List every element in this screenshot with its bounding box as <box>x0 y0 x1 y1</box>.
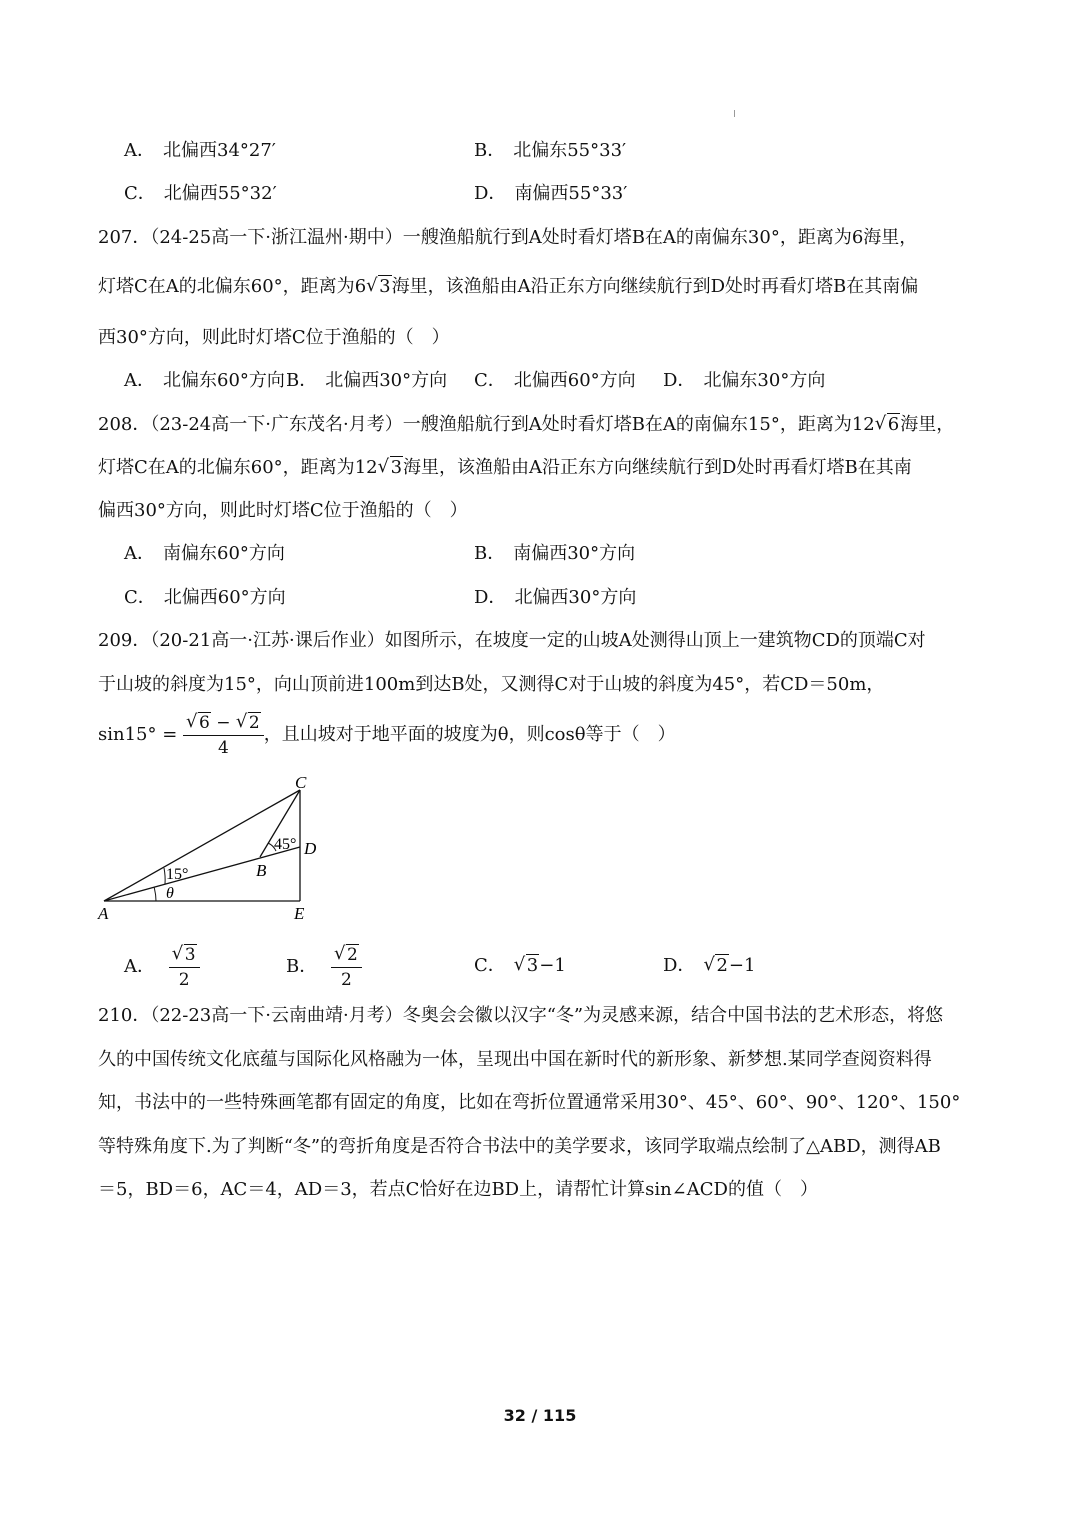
option-label: C． <box>124 183 156 204</box>
option-label: D． <box>474 183 507 204</box>
slope-triangle-figure <box>92 770 332 922</box>
segment-ac <box>104 790 300 901</box>
label-angle-15: 15° <box>166 866 189 883</box>
question-text: 海里，该渔船由A沿正东方向继续航行到D处时再看灯塔B在其南偏 <box>391 276 919 297</box>
option-label: C． <box>474 955 506 976</box>
option-text: 北偏西55°32′ <box>163 183 277 204</box>
option-text: 南偏西55°33′ <box>514 183 628 204</box>
question-text: 西30°方向，则此时灯塔C位于渔船的（ ） <box>98 327 450 348</box>
radicand: 6 <box>887 414 900 435</box>
sqrt-expression: √ 3 <box>377 456 403 478</box>
option-text: 北偏西60°方向 <box>513 370 636 391</box>
question-number: 209． <box>98 630 151 651</box>
segment-ad <box>104 847 300 901</box>
q209-line-2 <box>98 672 884 698</box>
radicand: 3 <box>390 457 403 478</box>
q206-option-d[interactable] <box>474 181 627 207</box>
q208-option-b[interactable] <box>474 541 635 567</box>
question-source: （24-25高一下·浙江温州·期中） <box>150 227 403 248</box>
option-fraction: √ 3 2 <box>169 943 200 992</box>
q207-option-a[interactable] <box>124 368 285 394</box>
option-label: A． <box>124 140 155 161</box>
formula-fraction <box>183 711 264 760</box>
option-fraction: √ 2 2 <box>331 943 362 992</box>
formula-lhs: sin15° = <box>98 724 178 745</box>
q209-option-c[interactable]: C． √ 3−1 <box>474 954 566 976</box>
option-label: C． <box>474 370 506 391</box>
radicand: 2 <box>248 712 260 733</box>
q208-option-c[interactable] <box>124 585 286 611</box>
fraction-denominator: 2 <box>340 969 352 990</box>
radicand: 3 <box>184 944 196 965</box>
q208-option-a[interactable] <box>124 541 285 567</box>
question-text: 等特殊角度下.为了判断“冬”的弯折角度是否符合书法中的美学要求，该同学取端点绘制了△ABD，测得AB <box>98 1136 941 1157</box>
q207-line-1 <box>98 225 917 251</box>
label-e: E <box>294 904 305 922</box>
option-label: D． <box>663 955 696 976</box>
q208-line-3 <box>98 498 468 524</box>
question-text: 偏西30°方向，则此时灯塔C位于渔船的（ ） <box>98 500 468 521</box>
radicand: 6 <box>199 712 210 733</box>
question-text: 一艘渔船航行到A处时看灯塔B在A的南偏东15°，距离为 <box>402 414 852 435</box>
q207-option-c[interactable] <box>474 368 636 394</box>
q208-line-2 <box>98 455 912 481</box>
q209-option-d[interactable]: D． √ 2−1 <box>663 954 756 976</box>
question-text: 冬奥会会徽以汉字“冬”为灵感来源，结合中国书法的艺术形态，将悠 <box>402 1005 944 1026</box>
label-b: B <box>256 861 267 880</box>
label-a: A <box>98 904 109 922</box>
coefficient: 6 <box>354 276 367 297</box>
fraction-numerator: √ 6 − √ 2 <box>183 711 264 736</box>
label-c: C <box>295 773 307 792</box>
option-text: 北偏西34°27′ <box>163 140 276 161</box>
radicand: 2 <box>716 955 728 976</box>
page-number: 32 / 115 <box>503 1406 577 1425</box>
coefficient: 12 <box>851 414 875 435</box>
option-label: A． <box>124 543 155 564</box>
fraction-denominator: 4 <box>217 737 229 758</box>
q210-line-4 <box>98 1134 941 1160</box>
option-label: A． <box>124 956 155 977</box>
q207-line-3 <box>98 325 450 351</box>
question-number: 210． <box>98 1005 151 1026</box>
option-tail: −1 <box>539 955 566 976</box>
angle-theta-arc <box>154 887 156 901</box>
question-text: 海里， <box>900 414 955 435</box>
q210-line-5 <box>98 1177 818 1203</box>
option-text: 北偏东30°方向 <box>703 370 826 391</box>
radicand: 3 <box>526 955 539 976</box>
option-text: 北偏东60°方向 <box>163 370 285 391</box>
question-text: ＝5，BD＝6，AC＝4，AD＝3，若点C恰好在边BD上，请帮忙计算sin∠ACD的值（ ） <box>98 1179 818 1200</box>
label-angle-45: 45° <box>274 836 297 853</box>
sqrt-expression: √ 6 <box>874 413 900 435</box>
scan-mark <box>734 110 735 117</box>
question-text: 如图所示，在坡度一定的山坡A处测得山顶上一建筑物CD的顶端C对 <box>384 630 926 651</box>
option-text: 南偏西30°方向 <box>513 543 636 564</box>
option-label: B． <box>286 956 318 977</box>
question-source: （20-21高一·江苏·课后作业） <box>150 630 385 651</box>
option-label: B． <box>474 140 506 161</box>
label-theta: θ <box>166 885 174 902</box>
q208-option-d[interactable] <box>474 585 636 611</box>
q207-option-d[interactable] <box>663 368 825 394</box>
question-text: 一艘渔船航行到A处时看灯塔B在A的南偏东30°，距离为6海里， <box>402 227 918 248</box>
question-number: 208． <box>98 414 151 435</box>
coefficient: 12 <box>354 457 378 478</box>
option-tail: −1 <box>728 955 756 976</box>
question-text: 海里，该渔船由A沿正东方向继续航行到D处时再看灯塔B在其南 <box>403 457 912 478</box>
label-d: D <box>304 839 317 858</box>
question-text: 久的中国传统文化底蕴与国际化风格融为一体，呈现出中国在新时代的新形象、新梦想.某同学查阅资料得 <box>98 1049 932 1070</box>
question-text: 知，书法中的一些特殊画笔都有固定的角度，比如在弯折位置通常采用30°、45°、60°、90°、120°、150° <box>98 1092 961 1113</box>
option-label: C． <box>124 587 156 608</box>
q209-line-3 <box>98 708 676 762</box>
sqrt-expression: √ 3 <box>366 275 391 297</box>
q206-option-a[interactable] <box>124 138 276 164</box>
q209-option-b[interactable] <box>286 940 362 994</box>
q210-line-3 <box>98 1090 960 1116</box>
question-text: 灯塔C在A的北偏东60°，距离为 <box>98 457 355 478</box>
q208-line-1 <box>98 412 954 438</box>
q206-option-b[interactable] <box>474 138 626 164</box>
radicand: 2 <box>346 944 358 965</box>
option-text: 北偏西60°方向 <box>163 587 286 608</box>
q209-line-1 <box>98 628 926 654</box>
question-text: 于山坡的斜度为15°，向山顶前进100m到达B处，又测得C对于山坡的斜度为45°，若CD＝50m， <box>98 674 885 695</box>
fraction-denominator: 2 <box>178 969 190 990</box>
question-source: （23-24高一下·广东茂名·月考） <box>150 414 403 435</box>
question-text: ，且山坡对于地平面的坡度为θ，则cosθ等于（ ） <box>263 724 676 745</box>
option-text: 北偏东55°33′ <box>513 140 627 161</box>
option-label: D． <box>474 587 507 608</box>
q210-line-1 <box>98 1003 943 1029</box>
question-number: 207． <box>98 227 151 248</box>
option-label: B． <box>286 370 318 391</box>
question-source: （22-23高一下·云南曲靖·月考） <box>150 1005 403 1026</box>
angle-15-arc <box>164 868 165 884</box>
option-label: B． <box>474 543 506 564</box>
q207-line-2 <box>98 274 918 300</box>
option-text: 南偏东60°方向 <box>163 543 285 564</box>
q207-option-b[interactable] <box>286 368 447 394</box>
q206-option-c[interactable] <box>124 181 277 207</box>
radicand: 3 <box>379 276 391 297</box>
option-text: 北偏西30°方向 <box>325 370 448 391</box>
question-text: 灯塔C在A的北偏东60°，距离为 <box>98 276 355 297</box>
q210-line-2 <box>98 1047 932 1073</box>
option-label: D． <box>663 370 696 391</box>
q209-option-a[interactable] <box>124 940 200 994</box>
option-text: 北偏西30°方向 <box>514 587 637 608</box>
option-label: A． <box>124 370 155 391</box>
